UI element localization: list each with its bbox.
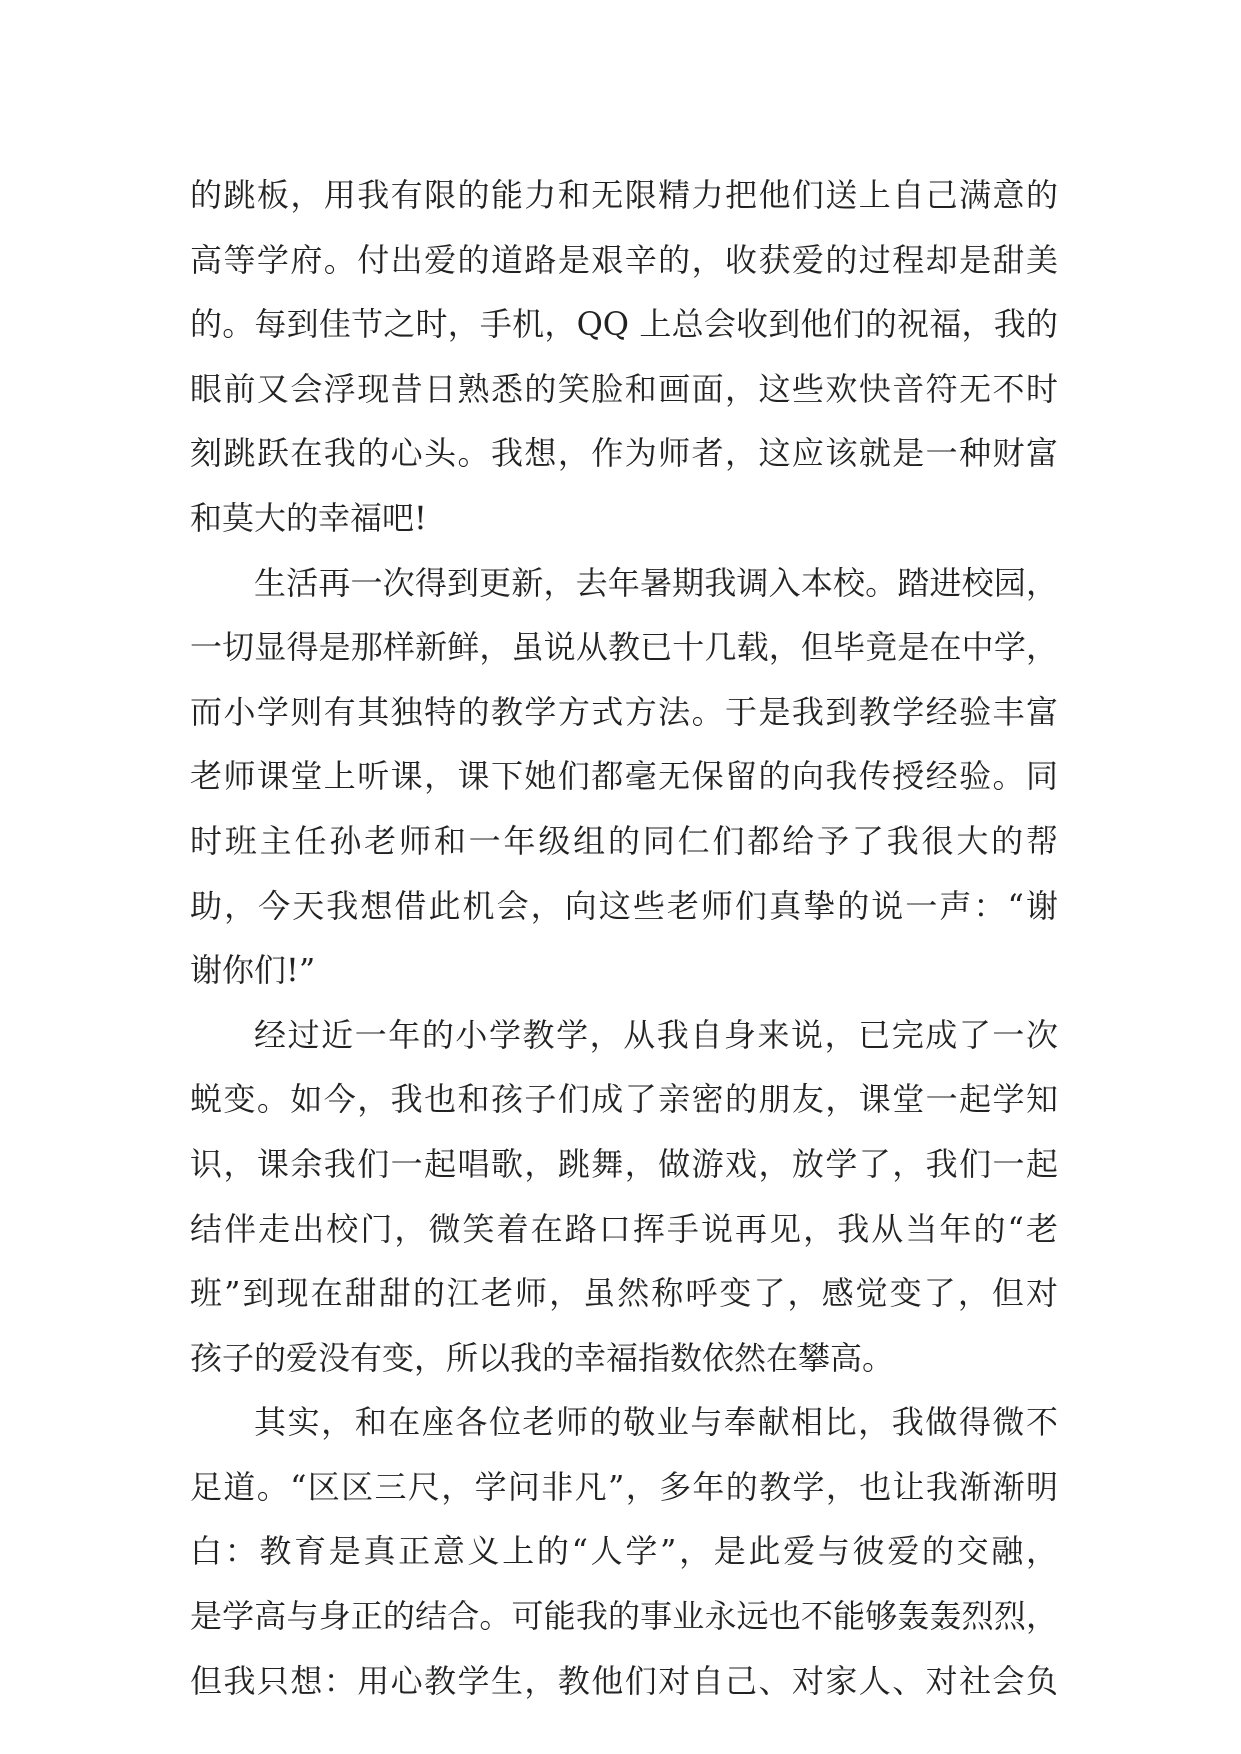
text-line: 白：教育是真正意义上的“人学”，是此爱与彼爱的交融， xyxy=(190,1532,1058,1571)
text-line: 助，今天我想借此机会，向这些老师们真挚的说一声：“谢 xyxy=(190,886,1058,925)
text-line: 的跳板，用我有限的能力和无限精力把他们送上自己满意的 xyxy=(190,176,1058,214)
text-line: 结伴走出校门，微笑着在路口挥手说再见，我从当年的“老 xyxy=(190,1209,1058,1248)
text-line: 足道。“区区三尺，学问非凡”，多年的教学，也让我渐渐明 xyxy=(190,1467,1058,1506)
text-line: 的。每到佳节之时，手机，QQ 上总会收到他们的祝福，我的 xyxy=(190,305,1058,344)
text-line: 高等学府。付出爱的道路是艰辛的，收获爱的过程却是甜美 xyxy=(190,240,1058,279)
text-line: 识，课余我们一起唱歌，跳舞，做游戏，放学了，我们一起 xyxy=(190,1144,1058,1183)
text-line: 刻跳跃在我的心头。我想，作为师者，这应该就是一种财富 xyxy=(190,434,1058,473)
body-text xyxy=(190,163,1058,1713)
text-line: 是学高与身正的结合。可能我的事业永远也不能够轰轰烈烈， xyxy=(190,1597,1058,1636)
text-line: 孩子的爱没有变，所以我的幸福指数依然在攀高。 xyxy=(190,1338,895,1377)
text-line: 班”到现在甜甜的江老师，虽然称呼变了，感觉变了，但对 xyxy=(190,1274,1058,1313)
text-line: 和莫大的幸福吧! xyxy=(190,498,427,537)
text-line: 而小学则有其独特的教学方式方法。于是我到教学经验丰富 xyxy=(190,692,1058,731)
text-line: 老师课堂上听课，课下她们都毫无保留的向我传授经验。同 xyxy=(190,757,1058,796)
text-line: 谢你们!” xyxy=(190,951,316,990)
paragraph-first-line: 生活再一次得到更新，去年暑期我调入本校。踏进校园， xyxy=(254,563,1058,602)
paragraph-first-line: 其实，和在座各位老师的敬业与奉献相比，我做得微不 xyxy=(254,1403,1058,1442)
text-line: 蜕变。如今，我也和孩子们成了亲密的朋友，课堂一起学知 xyxy=(190,1080,1058,1119)
paragraph-first-line: 经过近一年的小学教学，从我自身来说，已完成了一次 xyxy=(254,1015,1058,1054)
text-line: 时班主任孙老师和一年级组的同仁们都给予了我很大的帮 xyxy=(190,821,1058,860)
text-line: 眼前又会浮现昔日熟悉的笑脸和画面，这些欢快音符无不时 xyxy=(190,369,1058,408)
text-line: 一切显得是那样新鲜，虽说从教已十几载，但毕竟是在中学， xyxy=(190,628,1058,667)
text-line: 但我只想：用心教学生，教他们对自己、对家人、对社会负 xyxy=(190,1661,1058,1700)
